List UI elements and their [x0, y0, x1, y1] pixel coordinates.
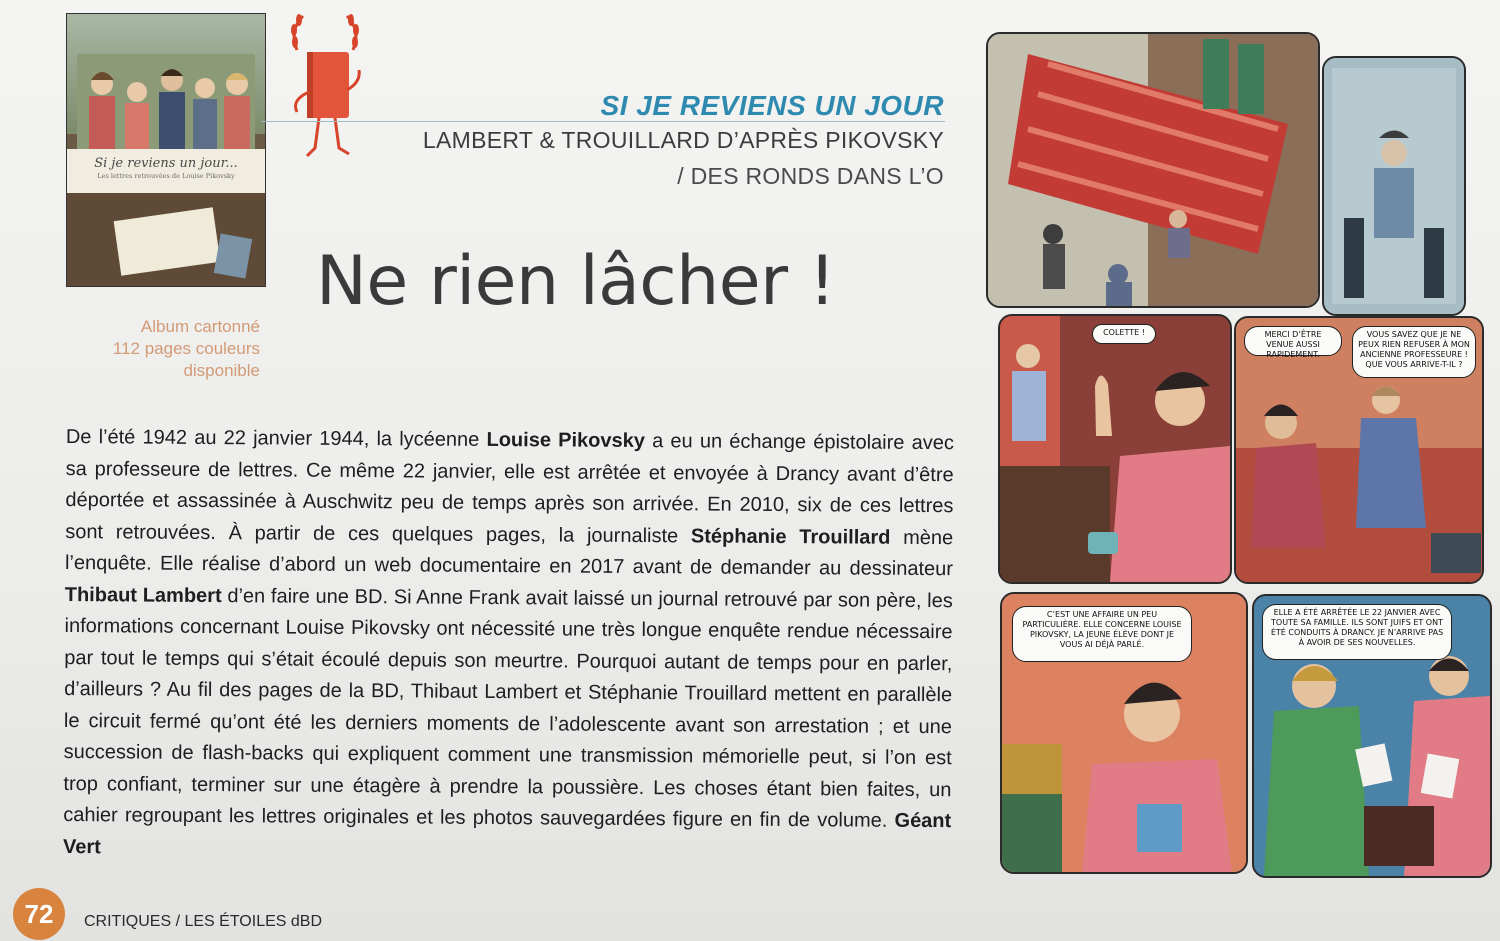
cover-subtitle: Les lettres retrouvées de Louise Pikovsky: [97, 172, 235, 180]
person-name: Stéphanie Trouillard: [690, 524, 891, 549]
cover-photo: [214, 234, 252, 279]
meta-line: 112 pages couleurs: [112, 339, 260, 358]
person-name: Louise Pikovsky: [486, 428, 645, 453]
speech-bubble: ELLE A ÉTÉ ARRÊTÉE LE 22 JANVIER AVEC TOUTE SA FAMILLE. ILS SONT JUIFS ET ONT ÉTÉ CONDUITS À DRANCY. JE N’ARRIVE PAS À AVOIR DE SES NOUVELLES.: [1262, 604, 1452, 660]
comic-panel-meeting: [1234, 316, 1484, 584]
meta-line: disponible: [183, 361, 260, 380]
meta-line: Album cartonné: [140, 317, 260, 336]
speech-bubble: COLETTE !: [1092, 324, 1156, 344]
colette-illustration: [1000, 316, 1230, 582]
comic-panel-window: [1322, 56, 1466, 316]
review-book-title: SI JE REVIENS UN JOUR: [600, 90, 944, 121]
cover-title-band: [67, 149, 265, 193]
cafe-street-illustration: [988, 34, 1318, 306]
book-cover-image: [66, 13, 266, 287]
speech-bubble: MERCI D’ÊTRE VENUE AUSSI RAPIDEMENT.: [1244, 326, 1342, 356]
body-text: mène l’enquête. Elle réalise d’abord un web documentaire en 2017 avant de demander au dessinateur: [64, 526, 954, 581]
review-headline: Ne rien lâcher !: [316, 242, 836, 321]
speech-bubble: C’EST UNE AFFAIRE UN PEU PARTICULIÈRE. ELLE CONCERNE LOUISE PIKOVSKY, LA JEUNE ÉLÈVE DONT JE VOUS AI DÉJÀ PARLÉ.: [1012, 606, 1192, 662]
window-illustration: [1324, 58, 1464, 314]
body-text: De l’été 1942 au 22 janvier 1944, la lycéenne: [65, 425, 487, 451]
book-mascot-icon: [285, 8, 365, 168]
cover-title: Si je reviens un jour...: [94, 156, 238, 171]
comic-panel-colette: [998, 314, 1232, 584]
review-body: [63, 422, 954, 869]
cover-characters-illustration: [77, 54, 255, 149]
body-text: a eu un échange épistolaire avec sa professeure de lettres. Ce même 22 janvier, elle est arrêtée et envoyée à Drancy avant d’être déportée et assassinée à Auschwitz peu de temps après son arrivée. En 2010, six de ces lettres sont retrouvées. À partir de ces quelques pages, la journaliste: [65, 430, 954, 547]
book-meta: [113, 316, 260, 382]
body-text: d’en faire une BD. Si Anne Frank avait laissé un journal retrouvé par son père, les informations concernant Louise Pikovsky ont nécessité une très longue enquête rendue nécessaire par tout le temps qui s’était écoulé depuis son meurtre. Pourquoi autant de temps pour en parler, d’ailleurs ? Au fil des pages de la BD, Thibaut Lambert et Stéphanie Trouillard mettent en parallèle le circuit fermé qu’ont été les derniers moments de l’adolescente avant son arrestation ; et une succession de flash-backs qui expliquent comment une transmission mémorielle peut, si l’on est trop confiant, terminer sur une étagère à prendre la poussière. Les choses étant bien faites, un cahier regroupant les lettres originales et les photos sauvegardées figure en fin de volume.: [63, 584, 953, 832]
speech-bubble: VOUS SAVEZ QUE JE NE PEUX RIEN REFUSER À MON ANCIENNE PROFESSEURE ! QUE VOUS ARRIVE-T-IL ?: [1352, 326, 1476, 378]
comic-panel-affaire: [1000, 592, 1248, 874]
footer-section-label: CRITIQUES / LES ÉTOILES dBD: [84, 913, 322, 930]
person-name: Thibaut Lambert: [64, 583, 222, 607]
page-number-badge: 72: [13, 888, 65, 940]
review-signature: Géant Vert: [62, 809, 952, 858]
review-authors: LAMBERT & TROUILLARD D’APRÈS PIKOVSKY: [422, 127, 944, 153]
review-publisher: / DES RONDS DANS L’O: [677, 163, 944, 189]
review-paragraph: [63, 422, 954, 869]
comic-panel-arretee: [1252, 594, 1492, 878]
comic-panel-cafe-street: [986, 32, 1320, 308]
